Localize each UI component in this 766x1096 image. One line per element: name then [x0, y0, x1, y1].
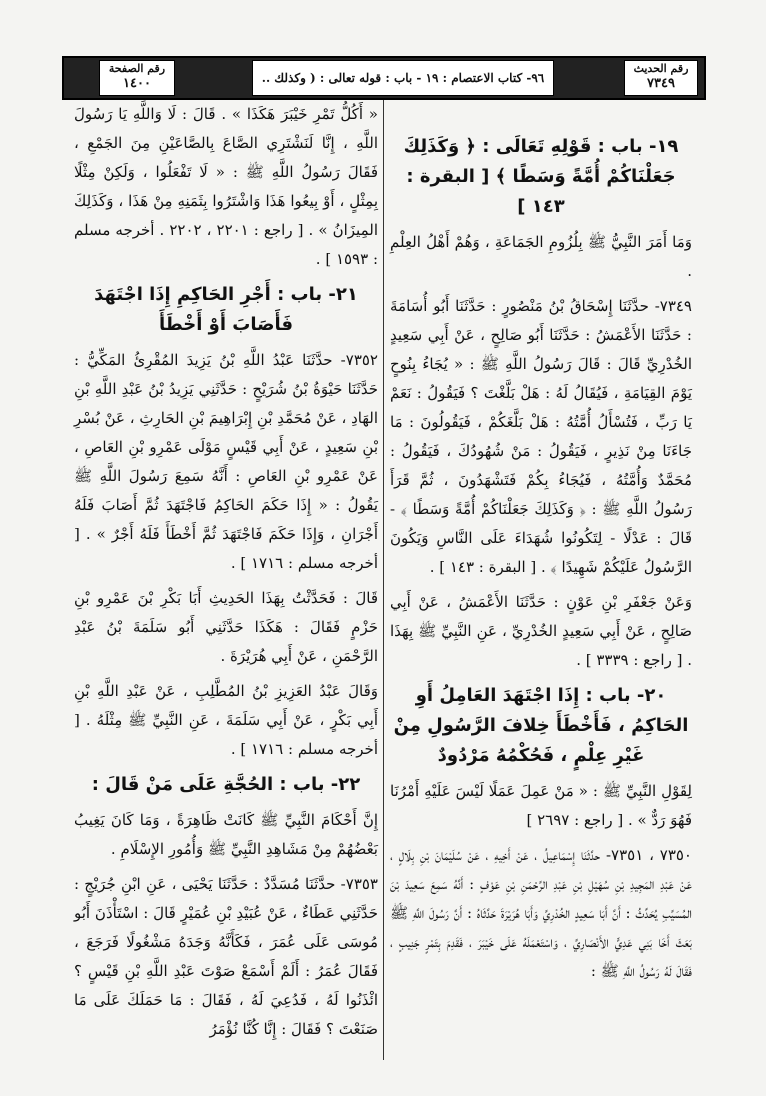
text-paragraph: ٧٣٤٩- حدَّثَنَا إِسْحَاقُ بْنُ مَنْصُورٍ : حَدَّثَنَا أَبُو أُسَامَةَ : حَدَّثَنَا الأَعْمَشُ : حَدَّثَنَا أَبُو صَالِحٍ ، عَنْ أَبِي سَعِيدٍ الخُدْرِيِّ قَالَ : قَالَ رَسُولُ اللَّهِ ﷺ : « يُجَاءُ بِنُوحٍ يَوْمَ القِيَامَةِ ، فَيُقَالُ لَهُ : هَلْ بَلَّغْتَ ؟ فَيَقُولُ : نَعَمْ يَا رَبِّ ، فَتُسْأَلُ أُمَّتُهُ : هَلْ بَلَّغَكُمْ ، فَيَقُولُونَ : مَا جَاءَنَا مِنْ نَذِيرٍ ، فَيَقُولُ : مَنْ شُهُودُكَ ، فَيَقُولُ : مُحَمَّدٌ وَأُمَّتُهُ ، فَيُجَاءُ بِكُمْ فَتَشْهَدُونَ ، ثُمَّ قَرَأَ رَسُولُ اللَّهِ ﷺ : ﴿ وَكَذَلِكَ جَعَلْنَاكُمْ أُمَّةً وَسَطًا ﴾ - قَالَ : عَدْلًا - لِتَكُونُوا شُهَدَاءَ عَلَى النَّاسِ وَيَكُونَ الرَّسُولُ عَلَيْكُمْ شَهِيدًا ﴾ . [ البقرة : ١٤٣ ] .: [390, 297, 692, 576]
column-divider: [383, 100, 384, 1060]
text-paragraph: إِنَّ أَحْكَامَ النَّبِيِّ ﷺ كَانَتْ ظَاهِرَةً ، وَمَا كَانَ يَغِيبُ بَعْضُهُمْ مِنْ مَشَاهِدِ النَّبِيِّ ﷺ وَأُمُورِ الإِسْلَامِ .: [74, 811, 378, 858]
section-heading: ٢٠- باب : إِذَا اجْتَهَدَ العَامِلُ أَوِ الحَاكِمُ ، فَأَخْطَأَ خِلافَ الرَّسُولِ مِنْ غَيْرِ عِلْمٍ ، فَحُكْمُهُ مَرْدُودٌ: [393, 685, 689, 766]
text-paragraph: ٧٣٥٣- حدَّثَنَا مُسَدَّدٌ : حَدَّثَنَا يَحْيَى ، عَنِ ابْنِ جُرَيْجٍ : حَدَّثَنِي عَطَاءٌ ، عَنْ عُبَيْدِ بْنِ عُمَيْرٍ قَالَ : اسْتَأْذَنَ أَبُو مُوسَى عَلَى عُمَرَ ، فَكَأَنَّهُ وَجَدَهُ مَشْغُولًا فَرَجَعَ ، فَقَالَ عُمَرُ : أَلَمْ أَسْمَعْ صَوْتَ عَبْدِ اللَّهِ بْنِ قَيْسٍ ؟ ائْذَنُوا لَهُ ، فَدُعِيَ لَهُ ، فَقَالَ : مَا حَمَلَكَ عَلَى مَا صَنَعْتَ ؟ فَقَالَ : إِنَّا كُنَّا نُؤْمَرُ: [74, 875, 378, 1038]
section-heading: ١٩- باب : قَوْلِهِ تَعَالَى : ﴿ وَكَذَلِكَ جَعَلْنَاكُمْ أُمَّةً وَسَطًا ﴾ [ البقرة : ١٤٣ ]: [403, 136, 679, 217]
text-paragraph: وَقَالَ عَبْدُ العَزِيزِ بْنُ المُطَّلِبِ ، عَنْ عَبْدِ اللَّهِ بْنِ أَبِي بَكْرٍ ، عَنْ أَبِي سَلَمَةَ ، عَنِ النَّبِيِّ ﷺ مِثْلَهُ . [ أخرجه مسلم : ١٧١٦ ] .: [74, 682, 378, 758]
section-heading: ٢٢- باب : الحُجَّةِ عَلَى مَنْ قَالَ :: [91, 774, 361, 795]
section-heading: ٢١- باب : أَجْرِ الحَاكِمِ إِذَا اجْتَهَدَ فَأَصَابَ أَوْ أَخْطَأَ: [94, 284, 358, 335]
hadith-number-box: [624, 60, 698, 96]
text-paragraph: ٧٣٥٢- حدَّثَنَا عَبْدُ اللَّهِ بْنُ يَزِيدَ المُقْرِئُ المَكِّيُّ : حَدَّثَنَا حَيْوَةُ بْنُ شُرَيْحٍ : حَدَّثَنِي يَزِيدُ بْنُ عَبْدِ اللَّهِ بْنِ الهَادِ ، عَنْ مُحَمَّدِ بْنِ إِبْرَاهِيمَ بْنِ الحَارِثِ ، عَنْ بُسْرِ بْنِ سَعِيدٍ ، عَنْ أَبِي قَيْسٍ مَوْلَى عَمْرِو بْنِ العَاصِ ، عَنْ عَمْرِو بْنِ العَاصِ : أَنَّهُ سَمِعَ رَسُولَ اللَّهِ ﷺ يَقُولُ : « إِذَا حَكَمَ الحَاكِمُ فَاجْتَهَدَ ثُمَّ أَصَابَ فَلَهُ أَجْرَانِ ، وَإِذَا حَكَمَ فَاجْتَهَدَ ثُمَّ أَخْطَأَ فَلَهُ أَجْرٌ » . [ أخرجه مسلم : ١٧١٦ ] .: [74, 351, 378, 572]
text-paragraph: وَعَنْ جَعْفَرِ بْنِ عَوْنٍ : حَدَّثَنَا الأَعْمَشُ ، عَنْ أَبِي صَالِحٍ ، عَنْ أَبِي سَعِيدٍ الخُدْرِيِّ ، عَنِ النَّبِيِّ ﷺ بِهَذَا . [ راجع : ٣٣٣٩ ] .: [390, 593, 692, 669]
text-paragraph: « أَكُلُّ تَمْرِ خَيْبَرَ هَكَذَا » . قَالَ : لَا وَاللَّهِ يَا رَسُولَ اللَّهِ ، إِنَّا لَنَشْتَرِي الصَّاعَ بِالصَّاعَيْنِ مِنَ الجَمْعِ ، فَقَالَ رَسُولُ اللَّهِ ﷺ : « لَا تَفْعَلُوا ، وَلَكِنْ مِثْلًا بِمِثْلٍ ، أَوْ بِيعُوا هَذَا وَاشْتَرُوا بِثَمَنِهِ مِنْ هَذَا ، وَكَذَلِكَ المِيزَانُ » . [ راجع : ٢٢٠١ ، ٢٢٠٢ . أخرجه مسلم : ١٥٩٣ ] .: [74, 105, 378, 268]
text-paragraph: قَالَ : فَحَدَّثْتُ بِهَذَا الحَدِيثِ أَبَا بَكْرِ بْنَ عَمْرِو بْنِ حَزْمٍ فَقَالَ : هَكَذَا حَدَّثَنِي أَبُو سَلَمَةَ بْنُ عَبْدِ الرَّحْمَنِ ، عَنْ أَبِي هُرَيْرَةَ .: [74, 589, 378, 665]
hadith-number-label: رقم الحديث: [633, 62, 689, 75]
left-column: [74, 100, 378, 1050]
text-paragraph: ٧٣٥٠ ، ٧٣٥١- حدَّثَنَا إِسْمَاعِيلُ ، عَنْ أَخِيهِ ، عَنْ سُلَيْمَانَ بْنِ بِلَالٍ ، عَنْ عَبْدِ المَجِيدِ بْنِ سُهَيْلِ بْنِ عَبْدِ الرَّحْمَنِ بْنِ عَوْفٍ : أَنَّهُ سَمِعَ سَعِيدَ بْنَ المُسَيَّبِ يُحَدِّثُ : أَنَّ أَبَا سَعِيدٍ الخُدْرِيَّ وَأَبَا هُرَيْرَةَ حَدَّثَاهُ : أَنَّ رَسُولَ اللَّهِ ﷺ بَعَثَ أَخَا بَنِي عَدِيٍّ الأَنْصَارِيَّ ، وَاسْتَعْمَلَهُ عَلَى خَيْبَرَ ، فَقَدِمَ بِتَمْرٍ جَنِيبٍ ، فَقَالَ لَهُ رَسُولُ اللَّهِ ﷺ :: [390, 846, 692, 980]
text-paragraph: وَمَا أَمَرَ النَّبِيُّ ﷺ بِلُزُومِ الجَمَاعَةِ ، وَهُمْ أَهْلُ العِلْمِ .: [390, 233, 692, 280]
page-number-label: رقم الصفحة: [108, 62, 166, 75]
page-header: [62, 56, 706, 100]
page-number: ١٤٠٠: [123, 76, 151, 91]
text-paragraph: لِقَوْلِ النَّبِيِّ ﷺ : « مَنْ عَمِلَ عَمَلًا لَيْسَ عَلَيْهِ أَمْرُنَا فَهُوَ رَدٌّ » . [ راجع : ٢٦٩٧ ]: [390, 782, 692, 829]
page-number-box: [99, 60, 175, 96]
hadith-number: ٧٣٤٩: [647, 76, 675, 91]
chapter-title: ٩٦- كتاب الاعتصام : ١٩ - باب : قوله تعالى : ( وكذلك ..: [252, 60, 554, 96]
right-column: [390, 128, 692, 992]
